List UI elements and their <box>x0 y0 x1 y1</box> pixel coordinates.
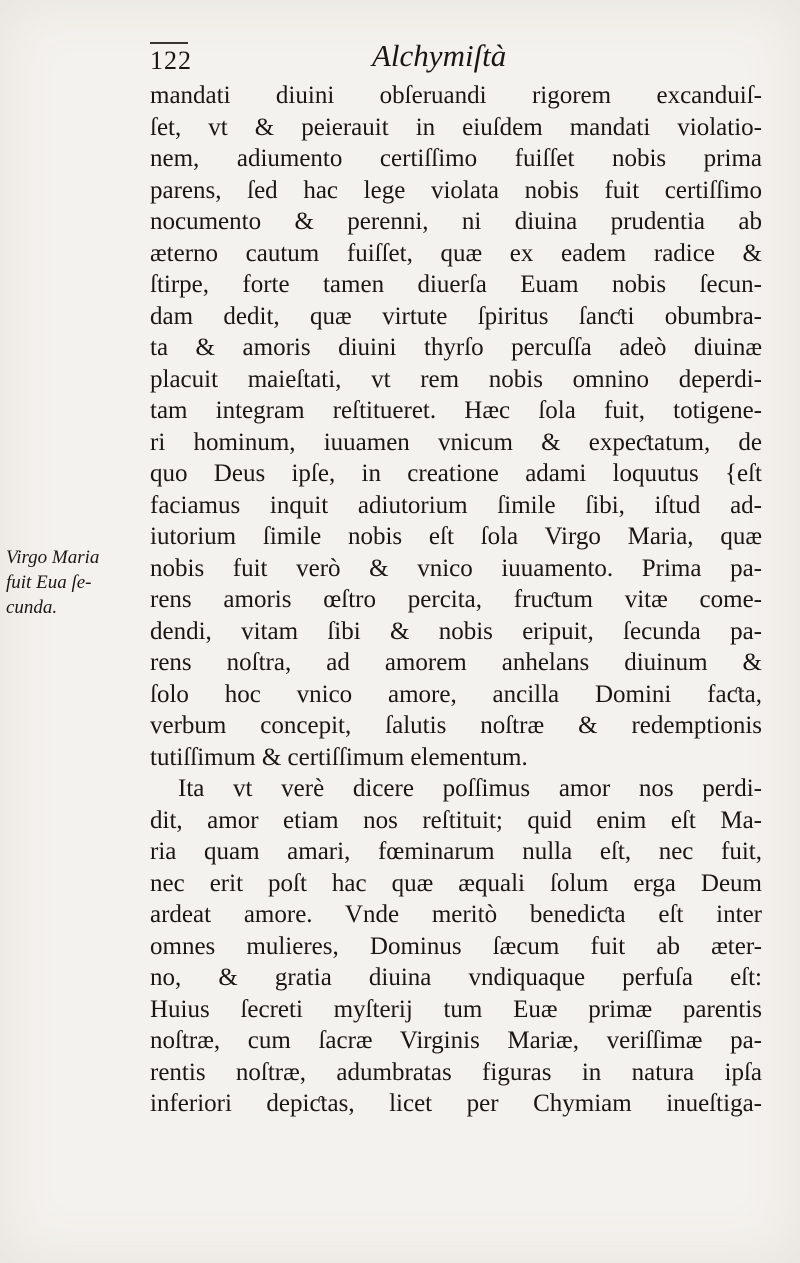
header-rule <box>150 42 188 44</box>
text-line: quo Deus ipſe, in creatione adami loquutus {eſt <box>150 460 762 487</box>
text-line: ta & amoris diuini thyrſo percuſſa adeò diuinæ <box>150 334 762 361</box>
text-line: rens noſtra, ad amorem anhelans diuinum & <box>150 649 762 676</box>
text-line: rentis noſtræ, adumbratas figuras in natura ipſa <box>150 1058 762 1086</box>
text-line: ri hominum, iuuamen vnicum & expeƈtatum, de <box>150 428 762 456</box>
text-line: tam integram reſtitueret. Hæc ſola fuit, totigene- <box>150 397 762 424</box>
text-line: nec erit poſt hac quæ æquali ſolum erga Deum <box>150 869 762 897</box>
marginal-note-line: fuit Eua ſe- <box>6 572 92 593</box>
text-line: noſtræ, cum ſacræ Virginis Mariæ, veriſſimæ pa- <box>150 1027 762 1054</box>
text-line: inferiori depiƈtas, licet per Chymiam inueſtiga- <box>150 1090 762 1117</box>
text-line: rens amoris œſtro percita, fruƈtum vitæ come- <box>150 586 762 613</box>
text-line: ſolo hoc vnico amore, ancilla Domini faƈta, <box>150 680 762 708</box>
text-line: nobis fuit verò & vnico iuuamento. Prima pa- <box>150 554 762 582</box>
text-line: æterno cautum fuiſſet, quæ ex eadem radice & <box>150 239 762 267</box>
text-line: dendi, vitam ſibi & nobis eripuit, ſecunda pa- <box>150 617 762 645</box>
marginal-note-line: Virgo Maria <box>6 547 100 568</box>
text-line: omnes mulieres, Dominus ſæcum fuit ab æter- <box>150 932 762 960</box>
page-number: 122 <box>150 46 192 75</box>
text-line: ſtirpe, forte tamen diuerſa Euam nobis ſecun- <box>150 271 762 298</box>
running-title: Alchymiſtà <box>372 38 507 73</box>
text-line: parens, ſed hac lege violata nobis fuit certiſſimo <box>150 176 762 204</box>
text-line: nem, adiumento certiſſimo fuiſſet nobis prima <box>150 145 762 172</box>
text-line: mandati diuini obſeruandi rigorem excanduiſ- <box>150 82 762 109</box>
text-line: tutiſſimum & certiſſimum elementum. <box>150 743 528 771</box>
text-line: ria quam amari, fœminarum nulla eſt, nec fuit, <box>150 838 762 865</box>
marginal-note-line: cunda. <box>6 597 58 618</box>
text-line: nocumento & perenni, ni diuina prudentia ab <box>150 208 762 235</box>
text-line: dit, amor etiam nos reſtituit; quid enim eſt Ma- <box>150 806 762 834</box>
text-line: Ita vt verè dicere poſſimus amor nos perdi- <box>178 775 762 802</box>
body-text <box>150 80 762 1120</box>
text-line: no, & gratia diuina vndiquaque perfuſa eſt: <box>150 964 762 991</box>
paragraph-2 <box>150 773 762 1120</box>
text-line: placuit maieſtati, vt rem nobis omnino deperdi- <box>150 365 762 393</box>
text-line: verbum concepit, ſalutis noſtræ & redemptionis <box>150 712 762 739</box>
paragraph-1 <box>150 80 762 773</box>
marginal-note <box>6 545 146 620</box>
text-line: ardeat amore. Vnde meritò benediƈta eſt inter <box>150 901 762 928</box>
text-line: Huius ſecreti myſterij tum Euæ primæ parentis <box>150 995 762 1023</box>
text-line: iutorium ſimile nobis eſt ſola Virgo Maria, quæ <box>150 523 762 550</box>
text-line: faciamus inquit adiutorium ſimile ſibi, iſtud ad- <box>150 491 762 519</box>
text-line: dam dedit, quæ virtute ſpiritus ſanƈti obumbra- <box>150 302 762 330</box>
text-line: ſet, vt & peierauit in eiuſdem mandati violatio- <box>150 113 762 141</box>
